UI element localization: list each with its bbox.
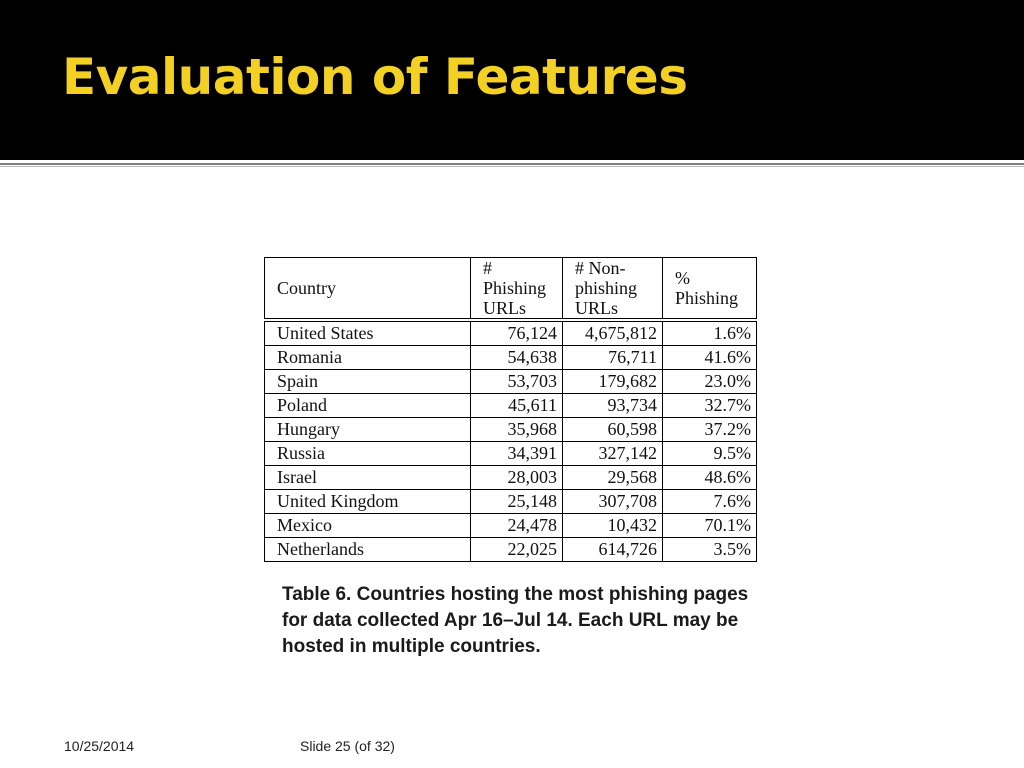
table-header-row	[265, 258, 757, 321]
footer-date: 10/25/2014	[64, 738, 135, 754]
phishing-table	[264, 257, 757, 562]
footer-slide-number: Slide 25 (of 32)	[300, 738, 395, 754]
cell-country: Romania	[265, 346, 471, 370]
cell-percent: 37.2%	[663, 418, 757, 442]
cell-phishing: 35,968	[471, 418, 563, 442]
cell-non-phishing: 4,675,812	[563, 320, 663, 346]
table-row	[265, 370, 757, 394]
slide-title: Evaluation of Features	[62, 48, 688, 106]
cell-country: Hungary	[265, 418, 471, 442]
cell-non-phishing: 327,142	[563, 442, 663, 466]
cell-country: United States	[265, 320, 471, 346]
cell-non-phishing: 614,726	[563, 538, 663, 562]
cell-percent: 32.7%	[663, 394, 757, 418]
cell-country: Israel	[265, 466, 471, 490]
table-row	[265, 418, 757, 442]
cell-percent: 1.6%	[663, 320, 757, 346]
cell-non-phishing: 10,432	[563, 514, 663, 538]
table-header	[265, 258, 757, 321]
cell-country: Netherlands	[265, 538, 471, 562]
title-divider	[0, 163, 1024, 165]
cell-non-phishing: 307,708	[563, 490, 663, 514]
header-country: Country	[265, 258, 471, 321]
cell-non-phishing: 29,568	[563, 466, 663, 490]
cell-non-phishing: 76,711	[563, 346, 663, 370]
cell-phishing: 24,478	[471, 514, 563, 538]
cell-phishing: 22,025	[471, 538, 563, 562]
cell-phishing: 28,003	[471, 466, 563, 490]
header-percent-phishing: % Phishing	[663, 258, 757, 321]
cell-non-phishing: 93,734	[563, 394, 663, 418]
table-row	[265, 466, 757, 490]
cell-country: Spain	[265, 370, 471, 394]
cell-phishing: 45,611	[471, 394, 563, 418]
table-row	[265, 346, 757, 370]
table-row	[265, 394, 757, 418]
cell-percent: 7.6%	[663, 490, 757, 514]
cell-percent: 23.0%	[663, 370, 757, 394]
cell-non-phishing: 179,682	[563, 370, 663, 394]
header-non-phishing-urls: # Non-phishing URLs	[563, 258, 663, 321]
table-row	[265, 320, 757, 346]
cell-country: Poland	[265, 394, 471, 418]
title-bar	[0, 0, 1024, 160]
cell-phishing: 53,703	[471, 370, 563, 394]
table-row	[265, 490, 757, 514]
cell-non-phishing: 60,598	[563, 418, 663, 442]
cell-country: Russia	[265, 442, 471, 466]
table-row	[265, 514, 757, 538]
table-caption: Table 6. Countries hosting the most phishing pages for data collected Apr 16–Jul 14. Each URL may be hosted in multiple countries.	[282, 584, 749, 657]
cell-phishing: 54,638	[471, 346, 563, 370]
cell-percent: 3.5%	[663, 538, 757, 562]
cell-percent: 48.6%	[663, 466, 757, 490]
cell-percent: 9.5%	[663, 442, 757, 466]
table-row	[265, 538, 757, 562]
table-row	[265, 442, 757, 466]
cell-phishing: 34,391	[471, 442, 563, 466]
cell-percent: 41.6%	[663, 346, 757, 370]
cell-country: Mexico	[265, 514, 471, 538]
table-body	[265, 320, 757, 562]
cell-percent: 70.1%	[663, 514, 757, 538]
cell-phishing: 25,148	[471, 490, 563, 514]
phishing-table-container	[264, 257, 757, 562]
header-phishing-urls: # Phishing URLs	[471, 258, 563, 321]
cell-country: United Kingdom	[265, 490, 471, 514]
cell-phishing: 76,124	[471, 320, 563, 346]
title-divider-secondary	[0, 166, 1024, 167]
